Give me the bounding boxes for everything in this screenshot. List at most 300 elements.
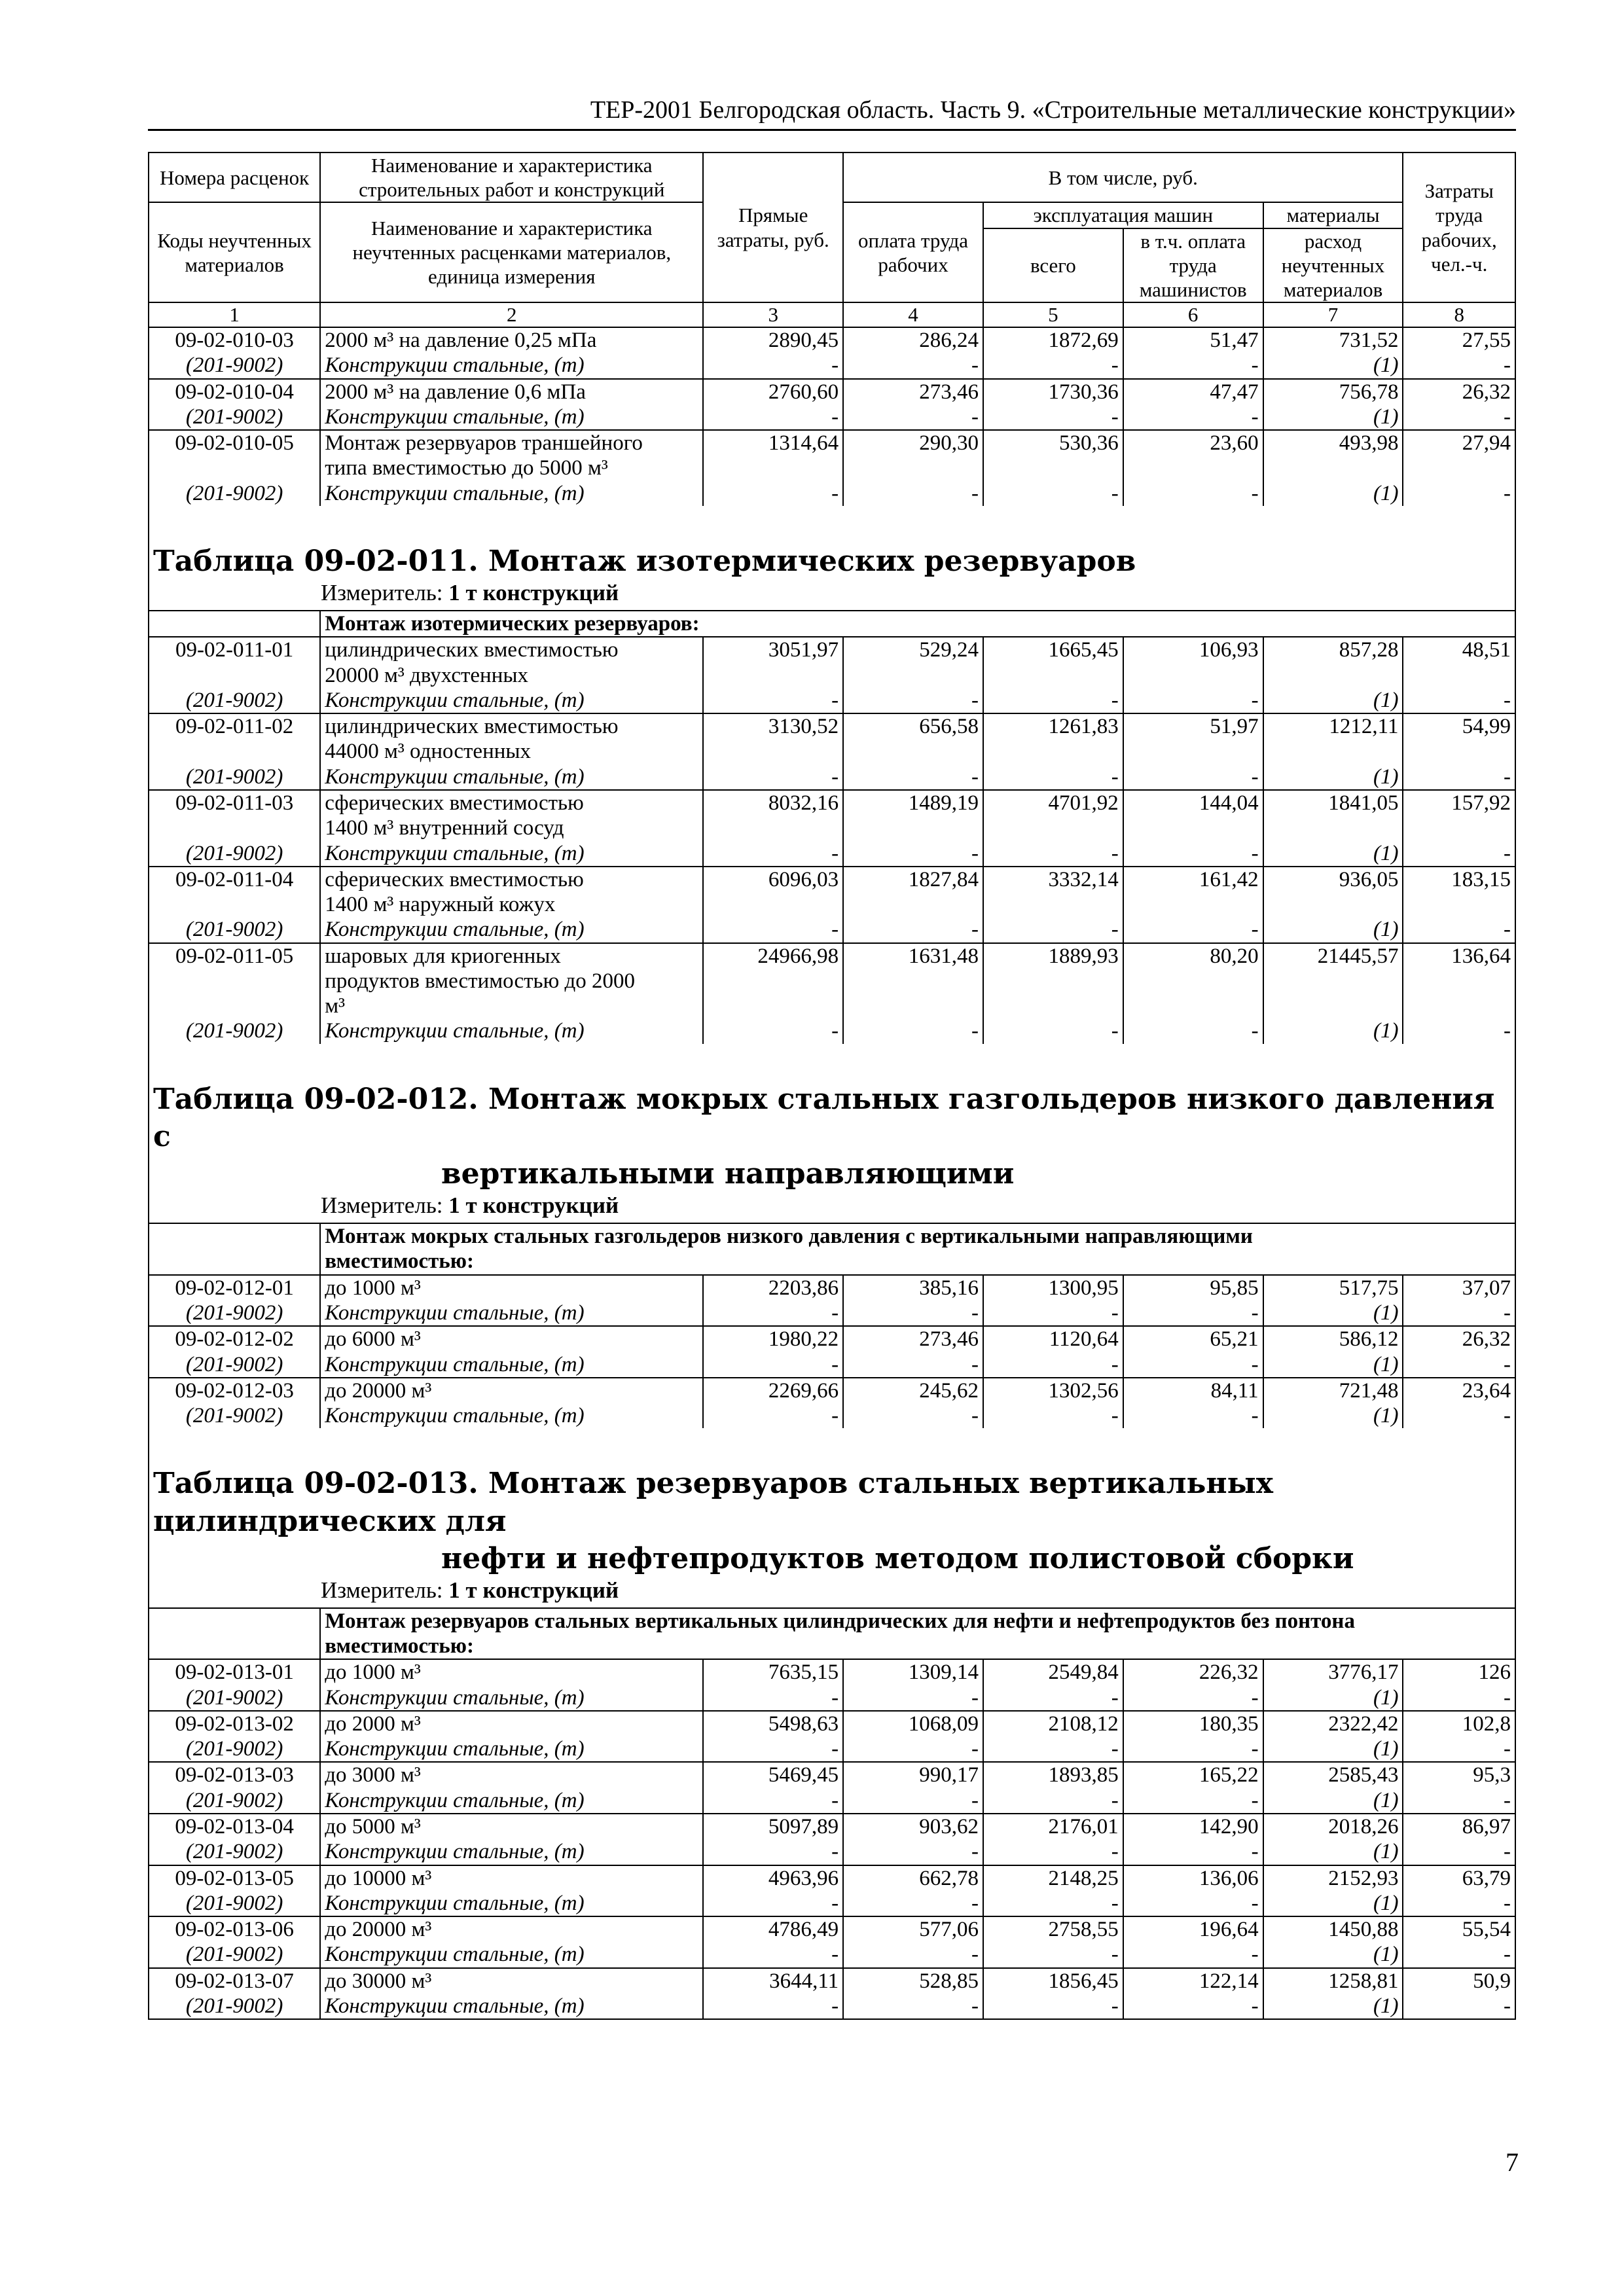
empty-cell	[983, 969, 1123, 994]
dash: -	[843, 688, 983, 713]
material-name: Конструкции стальные, (т)	[320, 1352, 703, 1378]
col-header-materials: материалы	[1263, 202, 1403, 228]
rate-row-continuation	[149, 816, 1515, 840]
labor-hours: 183,15	[1403, 867, 1515, 892]
col-header-name: Наименование и характеристика строительных работ и конструкций	[320, 152, 703, 202]
dash: -	[1123, 1300, 1263, 1326]
labor-wages: 662,78	[843, 1865, 983, 1891]
empty-cell	[149, 1223, 320, 1275]
rate-name: до 20000 м³	[320, 1378, 703, 1403]
rate-row	[149, 1865, 1515, 1891]
material-row	[149, 841, 1515, 867]
rate-code: 09-02-011-01	[149, 637, 320, 662]
machines-total: 1889,93	[983, 943, 1123, 969]
table-title	[149, 543, 1515, 580]
rate-name: до 3000 м³	[320, 1762, 703, 1787]
material-name: Конструкции стальные, (т)	[320, 1839, 703, 1865]
header-rule	[148, 129, 1516, 131]
material-quantity: (1)	[1263, 688, 1403, 713]
rate-row-continuation	[149, 969, 1515, 994]
materials-cost: 2585,43	[1263, 1762, 1403, 1787]
rate-name-continued: м³	[320, 994, 703, 1018]
table-title-line: Таблица 09-02-013. Монтаж резервуаров стальных вертикальных цилиндрических для	[153, 1467, 1273, 1538]
table-title-line: Таблица 09-02-012. Монтаж мокрых стальных газгольдеров низкого давления с	[153, 1082, 1495, 1153]
rate-code: 09-02-010-04	[149, 379, 320, 404]
group-heading-line: вместимостью:	[325, 1249, 474, 1274]
labor-hours: 95,3	[1403, 1762, 1515, 1787]
empty-cell	[1123, 663, 1263, 688]
labor-wages: 1827,84	[843, 867, 983, 892]
materials-cost: 857,28	[1263, 637, 1403, 662]
material-quantity: (1)	[1263, 1403, 1403, 1428]
material-code: (201-9002)	[149, 1942, 320, 1967]
material-quantity: (1)	[1263, 1994, 1403, 2019]
material-row	[149, 764, 1515, 790]
rate-code: 09-02-011-02	[149, 713, 320, 739]
material-quantity: (1)	[1263, 481, 1403, 506]
dash: -	[703, 1685, 843, 1711]
rate-row	[149, 790, 1515, 816]
material-row	[149, 481, 1515, 506]
material-row	[149, 1300, 1515, 1326]
empty-cell	[149, 994, 320, 1018]
empty-cell	[1263, 739, 1403, 764]
materials-cost: 721,48	[1263, 1378, 1403, 1403]
material-name: Конструкции стальные, (т)	[320, 764, 703, 790]
materials-cost: 731,52	[1263, 327, 1403, 353]
materials-cost: 2152,93	[1263, 1865, 1403, 1891]
rate-name: до 6000 м³	[320, 1326, 703, 1352]
rate-code: 09-02-010-05	[149, 430, 320, 456]
direct-costs: 1980,22	[703, 1326, 843, 1352]
labor-hours: 126	[1403, 1659, 1515, 1685]
empty-cell	[1263, 816, 1403, 840]
dash: -	[703, 688, 843, 713]
dash: -	[843, 1685, 983, 1711]
direct-costs: 2203,86	[703, 1275, 843, 1300]
dash: -	[1403, 481, 1515, 506]
machines-total: 2148,25	[983, 1865, 1123, 1891]
material-code: (201-9002)	[149, 1839, 320, 1865]
rate-name: до 1000 м³	[320, 1659, 703, 1685]
col-header-direct: Прямые затраты, руб.	[703, 152, 843, 302]
material-quantity: (1)	[1263, 404, 1403, 430]
labor-hours: 27,55	[1403, 327, 1515, 353]
measure-unit	[149, 1193, 1515, 1223]
dash: -	[1403, 1891, 1515, 1916]
group-heading-line: Монтаж изотермических резервуаров:	[325, 612, 700, 636]
material-quantity: (1)	[1263, 841, 1403, 867]
empty-cell	[843, 663, 983, 688]
machines-total: 2758,55	[983, 1916, 1123, 1942]
machinists-wages: 84,11	[1123, 1378, 1263, 1403]
col-header-including: В том числе, руб.	[843, 152, 1403, 202]
rate-row-continuation	[149, 663, 1515, 688]
material-name: Конструкции стальные, (т)	[320, 481, 703, 506]
labor-wages: 245,62	[843, 1378, 983, 1403]
dash: -	[703, 1788, 843, 1814]
rate-name: сферических вместимостью	[320, 867, 703, 892]
machines-total: 1730,36	[983, 379, 1123, 404]
empty-cell	[703, 816, 843, 840]
dash: -	[1403, 1300, 1515, 1326]
labor-wages: 273,46	[843, 379, 983, 404]
direct-costs: 6096,03	[703, 867, 843, 892]
col-header-labor: оплата труда рабочих	[843, 202, 983, 302]
empty-cell	[703, 892, 843, 917]
material-row	[149, 1891, 1515, 1916]
empty-cell	[843, 816, 983, 840]
material-name: Конструкции стальные, (т)	[320, 1942, 703, 1967]
empty-cell	[149, 892, 320, 917]
material-quantity: (1)	[1263, 1736, 1403, 1762]
empty-cell	[1263, 994, 1403, 1018]
dash: -	[1123, 917, 1263, 942]
machinists-wages: 23,60	[1123, 430, 1263, 456]
direct-costs: 4963,96	[703, 1865, 843, 1891]
material-quantity: (1)	[1263, 917, 1403, 942]
dash: -	[703, 1736, 843, 1762]
measure-label: Измеритель:	[321, 1577, 443, 1603]
price-table	[148, 152, 1516, 2020]
material-name: Конструкции стальные, (т)	[320, 917, 703, 942]
machinists-wages: 144,04	[1123, 790, 1263, 816]
rate-code: 09-02-013-04	[149, 1814, 320, 1839]
material-code: (201-9002)	[149, 841, 320, 867]
empty-cell	[1403, 969, 1515, 994]
rate-name-continued: 1400 м³ наружный кожух	[320, 892, 703, 917]
direct-costs: 8032,16	[703, 790, 843, 816]
material-code: (201-9002)	[149, 1891, 320, 1916]
measure-value: 1 т конструкций	[448, 580, 619, 606]
dash: -	[1403, 1736, 1515, 1762]
empty-cell	[149, 611, 320, 637]
dash: -	[1123, 1839, 1263, 1865]
machines-total: 1893,85	[983, 1762, 1123, 1787]
group-heading-line: Монтаж мокрых стальных газгольдеров низкого давления с вертикальными направляющими	[325, 1225, 1253, 1249]
material-row	[149, 1788, 1515, 1814]
rate-name-continued: 20000 м³ двухстенных	[320, 663, 703, 688]
col-header-unaccounted-materials: расход неучтенных материалов	[1263, 228, 1403, 303]
col-header-hours: Затраты труда рабочих, чел.-ч.	[1403, 152, 1515, 302]
empty-cell	[1263, 892, 1403, 917]
material-name: Конструкции стальные, (т)	[320, 1994, 703, 2019]
rate-name: до 1000 м³	[320, 1275, 703, 1300]
labor-hours: 55,54	[1403, 1916, 1515, 1942]
machinists-wages: 51,47	[1123, 327, 1263, 353]
machinists-wages: 165,22	[1123, 1762, 1263, 1787]
col-number: 5	[983, 302, 1123, 327]
machinists-wages: 47,47	[1123, 379, 1263, 404]
machines-total: 1856,45	[983, 1968, 1123, 1994]
rate-row	[149, 1762, 1515, 1787]
material-name: Конструкции стальные, (т)	[320, 353, 703, 378]
section-gap	[149, 506, 1515, 543]
direct-costs: 3644,11	[703, 1968, 843, 1994]
col-number: 7	[1263, 302, 1403, 327]
empty-cell	[983, 994, 1123, 1018]
material-quantity: (1)	[1263, 1685, 1403, 1711]
empty-cell	[1403, 456, 1515, 480]
table-title-line: нефти и нефтепродуктов методом полистовой сборки	[441, 1541, 1354, 1575]
table-title	[149, 1081, 1515, 1193]
dash: -	[1403, 1942, 1515, 1967]
machinists-wages: 161,42	[1123, 867, 1263, 892]
material-quantity: (1)	[1263, 1788, 1403, 1814]
rate-row	[149, 1916, 1515, 1942]
empty-cell	[149, 739, 320, 764]
dash: -	[983, 1403, 1123, 1428]
materials-cost: 3776,17	[1263, 1659, 1403, 1685]
dash: -	[1123, 1788, 1263, 1814]
materials-cost: 1841,05	[1263, 790, 1403, 816]
machinists-wages: 142,90	[1123, 1814, 1263, 1839]
material-row	[149, 1839, 1515, 1865]
empty-cell	[843, 456, 983, 480]
dash: -	[983, 764, 1123, 790]
material-row	[149, 917, 1515, 942]
rate-code: 09-02-013-07	[149, 1968, 320, 1994]
rate-code: 09-02-011-03	[149, 790, 320, 816]
group-heading	[320, 611, 1515, 637]
material-name: Конструкции стальные, (т)	[320, 404, 703, 430]
materials-cost: 21445,57	[1263, 943, 1403, 969]
dash: -	[1403, 688, 1515, 713]
material-quantity: (1)	[1263, 1018, 1403, 1043]
rate-code: 09-02-013-05	[149, 1865, 320, 1891]
material-code: (201-9002)	[149, 404, 320, 430]
page-number: 7	[1506, 2147, 1519, 2177]
material-code: (201-9002)	[149, 688, 320, 713]
material-row	[149, 1994, 1515, 2019]
measure-label: Измеритель:	[321, 1193, 443, 1219]
table-title	[149, 1465, 1515, 1577]
empty-cell	[1123, 816, 1263, 840]
machines-total: 530,36	[983, 430, 1123, 456]
dash: -	[983, 1891, 1123, 1916]
empty-cell	[703, 739, 843, 764]
material-row	[149, 404, 1515, 430]
rate-code: 09-02-010-03	[149, 327, 320, 353]
col-number: 8	[1403, 302, 1515, 327]
dash: -	[703, 1994, 843, 2019]
material-row	[149, 1352, 1515, 1378]
material-row	[149, 688, 1515, 713]
machinists-wages: 80,20	[1123, 943, 1263, 969]
dash: -	[983, 917, 1123, 942]
dash: -	[703, 841, 843, 867]
dash: -	[1123, 1942, 1263, 1967]
material-quantity: (1)	[1263, 1942, 1403, 1967]
direct-costs: 5097,89	[703, 1814, 843, 1839]
empty-cell	[983, 892, 1123, 917]
direct-costs: 1314,64	[703, 430, 843, 456]
dash: -	[703, 1300, 843, 1326]
dash: -	[983, 1352, 1123, 1378]
material-quantity: (1)	[1263, 1300, 1403, 1326]
dash: -	[843, 353, 983, 378]
direct-costs: 4786,49	[703, 1916, 843, 1942]
col-number: 4	[843, 302, 983, 327]
empty-cell	[843, 892, 983, 917]
col-number: 1	[149, 302, 320, 327]
rate-code: 09-02-013-01	[149, 1659, 320, 1685]
machinists-wages: 122,14	[1123, 1968, 1263, 1994]
empty-cell	[1403, 663, 1515, 688]
dash: -	[843, 917, 983, 942]
rate-row	[149, 1814, 1515, 1839]
machinists-wages: 65,21	[1123, 1326, 1263, 1352]
machines-total: 2108,12	[983, 1711, 1123, 1736]
materials-cost: 2018,26	[1263, 1814, 1403, 1839]
rate-code: 09-02-012-01	[149, 1275, 320, 1300]
machines-total: 1120,64	[983, 1326, 1123, 1352]
material-row	[149, 353, 1515, 378]
labor-hours: 26,32	[1403, 379, 1515, 404]
measure-label: Измеритель:	[321, 580, 443, 606]
dash: -	[1403, 1018, 1515, 1043]
dash: -	[703, 481, 843, 506]
rate-row	[149, 1326, 1515, 1352]
labor-hours: 136,64	[1403, 943, 1515, 969]
material-code: (201-9002)	[149, 1994, 320, 2019]
labor-wages: 990,17	[843, 1762, 983, 1787]
rate-name: до 2000 м³	[320, 1711, 703, 1736]
dash: -	[843, 1994, 983, 2019]
rate-row	[149, 1968, 1515, 1994]
dash: -	[983, 481, 1123, 506]
dash: -	[1123, 1685, 1263, 1711]
empty-cell	[843, 739, 983, 764]
rate-name-continued: продуктов вместимостью до 2000	[320, 969, 703, 994]
material-quantity: (1)	[1263, 1839, 1403, 1865]
empty-cell	[149, 816, 320, 840]
dash: -	[1123, 1891, 1263, 1916]
machinists-wages: 95,85	[1123, 1275, 1263, 1300]
dash: -	[1123, 841, 1263, 867]
direct-costs: 7635,15	[703, 1659, 843, 1685]
dash: -	[1123, 353, 1263, 378]
dash: -	[983, 1994, 1123, 2019]
material-code: (201-9002)	[149, 353, 320, 378]
material-row	[149, 1685, 1515, 1711]
rate-row	[149, 943, 1515, 969]
dash: -	[1123, 1994, 1263, 2019]
materials-cost: 756,78	[1263, 379, 1403, 404]
dash: -	[1123, 688, 1263, 713]
material-row	[149, 1018, 1515, 1043]
dash: -	[703, 917, 843, 942]
labor-hours: 48,51	[1403, 637, 1515, 662]
empty-cell	[703, 456, 843, 480]
labor-wages: 577,06	[843, 1916, 983, 1942]
machinists-wages: 136,06	[1123, 1865, 1263, 1891]
material-code: (201-9002)	[149, 1788, 320, 1814]
material-name: Конструкции стальные, (т)	[320, 1018, 703, 1043]
dash: -	[703, 1839, 843, 1865]
rate-name: сферических вместимостью	[320, 790, 703, 816]
rate-row-continuation	[149, 456, 1515, 480]
empty-cell	[1123, 456, 1263, 480]
material-quantity: (1)	[1263, 1352, 1403, 1378]
labor-wages: 656,58	[843, 713, 983, 739]
labor-hours: 102,8	[1403, 1711, 1515, 1736]
dash: -	[703, 1942, 843, 1967]
labor-hours: 63,79	[1403, 1865, 1515, 1891]
empty-cell	[983, 816, 1123, 840]
dash: -	[1403, 404, 1515, 430]
material-code: (201-9002)	[149, 1685, 320, 1711]
rate-name: цилиндрических вместимостью	[320, 637, 703, 662]
rate-row	[149, 1275, 1515, 1300]
dash: -	[1123, 764, 1263, 790]
rate-code: 09-02-013-03	[149, 1762, 320, 1787]
rate-row	[149, 430, 1515, 456]
rate-row	[149, 1711, 1515, 1736]
direct-costs: 24966,98	[703, 943, 843, 969]
dash: -	[983, 841, 1123, 867]
machines-total: 2176,01	[983, 1814, 1123, 1839]
machinists-wages: 106,93	[1123, 637, 1263, 662]
dash: -	[843, 1403, 983, 1428]
material-row	[149, 1403, 1515, 1428]
dash: -	[1403, 1788, 1515, 1814]
material-code: (201-9002)	[149, 1403, 320, 1428]
empty-cell	[1123, 892, 1263, 917]
rate-name: шаровых для криогенных	[320, 943, 703, 969]
material-name: Конструкции стальные, (т)	[320, 1788, 703, 1814]
col-number: 3	[703, 302, 843, 327]
rate-row-continuation	[149, 892, 1515, 917]
material-row	[149, 1942, 1515, 1967]
empty-cell	[703, 663, 843, 688]
dash: -	[1403, 841, 1515, 867]
dash: -	[1123, 1352, 1263, 1378]
material-code: (201-9002)	[149, 1018, 320, 1043]
dash: -	[703, 404, 843, 430]
material-name: Конструкции стальные, (т)	[320, 841, 703, 867]
labor-hours: 37,07	[1403, 1275, 1515, 1300]
empty-cell	[1403, 739, 1515, 764]
dash: -	[1403, 1352, 1515, 1378]
rate-row	[149, 379, 1515, 404]
rate-name-continued: типа вместимостью до 5000 м³	[320, 456, 703, 480]
dash: -	[1123, 1018, 1263, 1043]
materials-cost: 586,12	[1263, 1326, 1403, 1352]
col-header-machines-total: всего	[983, 228, 1123, 303]
empty-cell	[983, 456, 1123, 480]
labor-hours: 157,92	[1403, 790, 1515, 816]
machines-total: 3332,14	[983, 867, 1123, 892]
section-gap	[149, 1428, 1515, 1465]
dash: -	[1123, 1403, 1263, 1428]
empty-cell	[1403, 994, 1515, 1018]
material-row	[149, 1736, 1515, 1762]
material-quantity: (1)	[1263, 353, 1403, 378]
empty-cell	[149, 456, 320, 480]
dash: -	[983, 1839, 1123, 1865]
material-code: (201-9002)	[149, 764, 320, 790]
col-number: 6	[1123, 302, 1263, 327]
running-header: ТЕР-2001 Белгородская область. Часть 9. «Строительные металлические конструкции»	[590, 96, 1516, 124]
material-name: Конструкции стальные, (т)	[320, 1300, 703, 1326]
empty-cell	[149, 969, 320, 994]
dash: -	[843, 764, 983, 790]
labor-hours: 86,97	[1403, 1814, 1515, 1839]
empty-cell	[1263, 456, 1403, 480]
material-name: Конструкции стальные, (т)	[320, 1891, 703, 1916]
dash: -	[843, 1300, 983, 1326]
